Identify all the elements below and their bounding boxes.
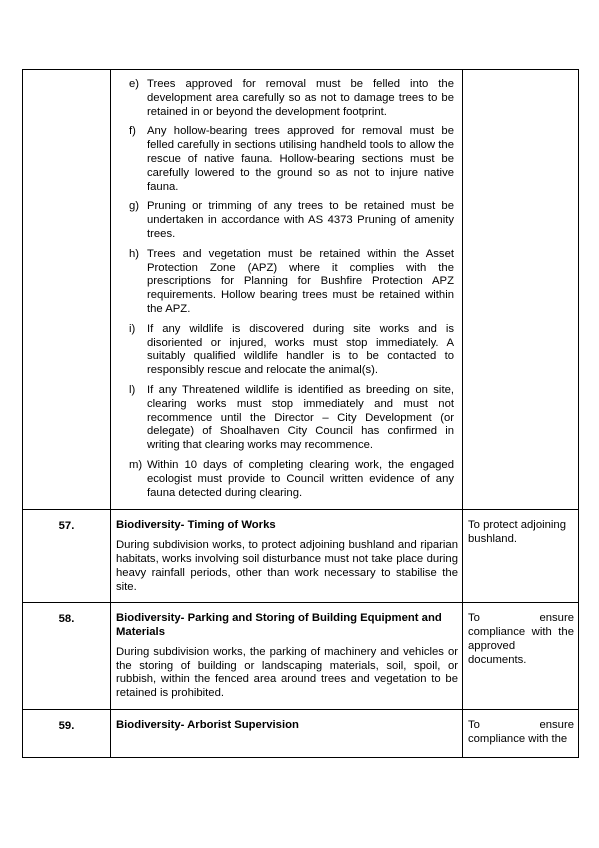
conditions-table (22, 69, 579, 758)
sub-clause-marker: m) (129, 458, 143, 471)
sub-clause-marker: f) (129, 125, 136, 138)
sub-clause-marker: l) (129, 383, 136, 396)
sub-clause-l (129, 384, 454, 453)
number-cell (23, 70, 111, 510)
reason-text (468, 719, 574, 749)
sub-clause-g (129, 200, 454, 241)
reason-cell (463, 70, 579, 510)
reason-cell (463, 710, 579, 758)
condition-number: 57. (23, 510, 111, 603)
sub-clause-h (129, 248, 454, 317)
reason-text (468, 612, 574, 667)
reason-cell (463, 603, 579, 710)
sub-clause-text: If any wildlife is discovered during site works and is disoriented or injured, works must stop immediately. A suitably qualified wildlife handler is to be contacted to responsibly rescue and relocate the animal(s). (147, 322, 454, 377)
reason-line: To ensure (468, 719, 574, 732)
condition-body: During subdivision works, to protect adjoining bushland and riparian habitats, works involving soil disturbance must not take place during heavy rainfall periods, other than work necessary to stabilise the site. (116, 539, 458, 593)
sub-clause-e (129, 78, 454, 119)
sub-clause-text: Within 10 days of completing clearing work, the engaged ecologist must provide to Council written evidence of any fauna detected during clearing. (147, 458, 454, 499)
reason-cell (463, 510, 579, 603)
table-row (23, 70, 579, 510)
reason-line: approved (468, 639, 516, 652)
condition-cell (111, 510, 463, 603)
reason-line: compliance with the (468, 626, 574, 639)
condition-heading: Biodiversity- Timing of Works (116, 519, 276, 532)
table-row (23, 710, 579, 758)
reason-line: To ensure (468, 612, 574, 625)
sub-clause-m (129, 459, 454, 500)
sub-clause-text: Trees approved for removal must be felled into the development area carefully so as not to damage trees to be retained in or beyond the development footprint. (147, 78, 454, 118)
sub-clause-text: If any Threatened wildlife is identified as breeding on site, clearing works must stop immediately and must not recommence until the Director – City Development (or delegate) of Shoalhaven City Council has confirmed in writing that clearing works may recommence. (147, 383, 454, 452)
sub-clause-f (129, 125, 454, 194)
sub-clause-i (129, 323, 454, 378)
condition-number: 58. (23, 603, 111, 710)
reason-text: To protect adjoining bushland. (468, 519, 566, 546)
condition-number: 59. (23, 710, 111, 758)
sub-clause-list (111, 70, 462, 509)
reason-line: documents. (468, 653, 527, 666)
sub-clause-text: Trees and vegetation must be retained within the Asset Protection Zone (APZ) where it complies with the prescriptions for Planning for Bushfire Protection APZ requirements. Hollow bearing trees must be retained within the APZ. (147, 247, 454, 315)
sub-clause-marker: h) (129, 247, 140, 260)
sub-clause-text: Pruning or trimming of any trees to be retained must be undertaken in accordance with AS 4373 Pruning of amenity trees. (147, 200, 454, 240)
condition-heading: Biodiversity- Arborist Supervision (116, 719, 299, 732)
reason-line: compliance with the (468, 732, 568, 745)
condition-cell (111, 710, 463, 758)
sub-clause-marker: i) (129, 322, 136, 335)
condition-heading: Biodiversity- Parking and Storing of Building Equipment and Materials (116, 612, 442, 639)
condition-body: During subdivision works, the parking of machinery and vehicles or the storing of building or landscaping materials, soil, spoil, or rubbish, within the fenced area around trees and vegetation to be retained is prohibited. (116, 645, 458, 700)
table-row (23, 510, 579, 603)
condition-cell (111, 603, 463, 710)
sub-clause-marker: g) (129, 200, 140, 213)
sub-clause-marker: e) (129, 78, 140, 90)
sub-clause-text: Any hollow-bearing trees approved for removal must be felled carefully in sections utilising handheld tools to allow the rescue of native fauna. Hollow-bearing sections must be carefully lowered to the ground so as not to injure native fauna. (147, 125, 454, 193)
table-row (23, 603, 579, 710)
condition-cell (111, 70, 463, 510)
